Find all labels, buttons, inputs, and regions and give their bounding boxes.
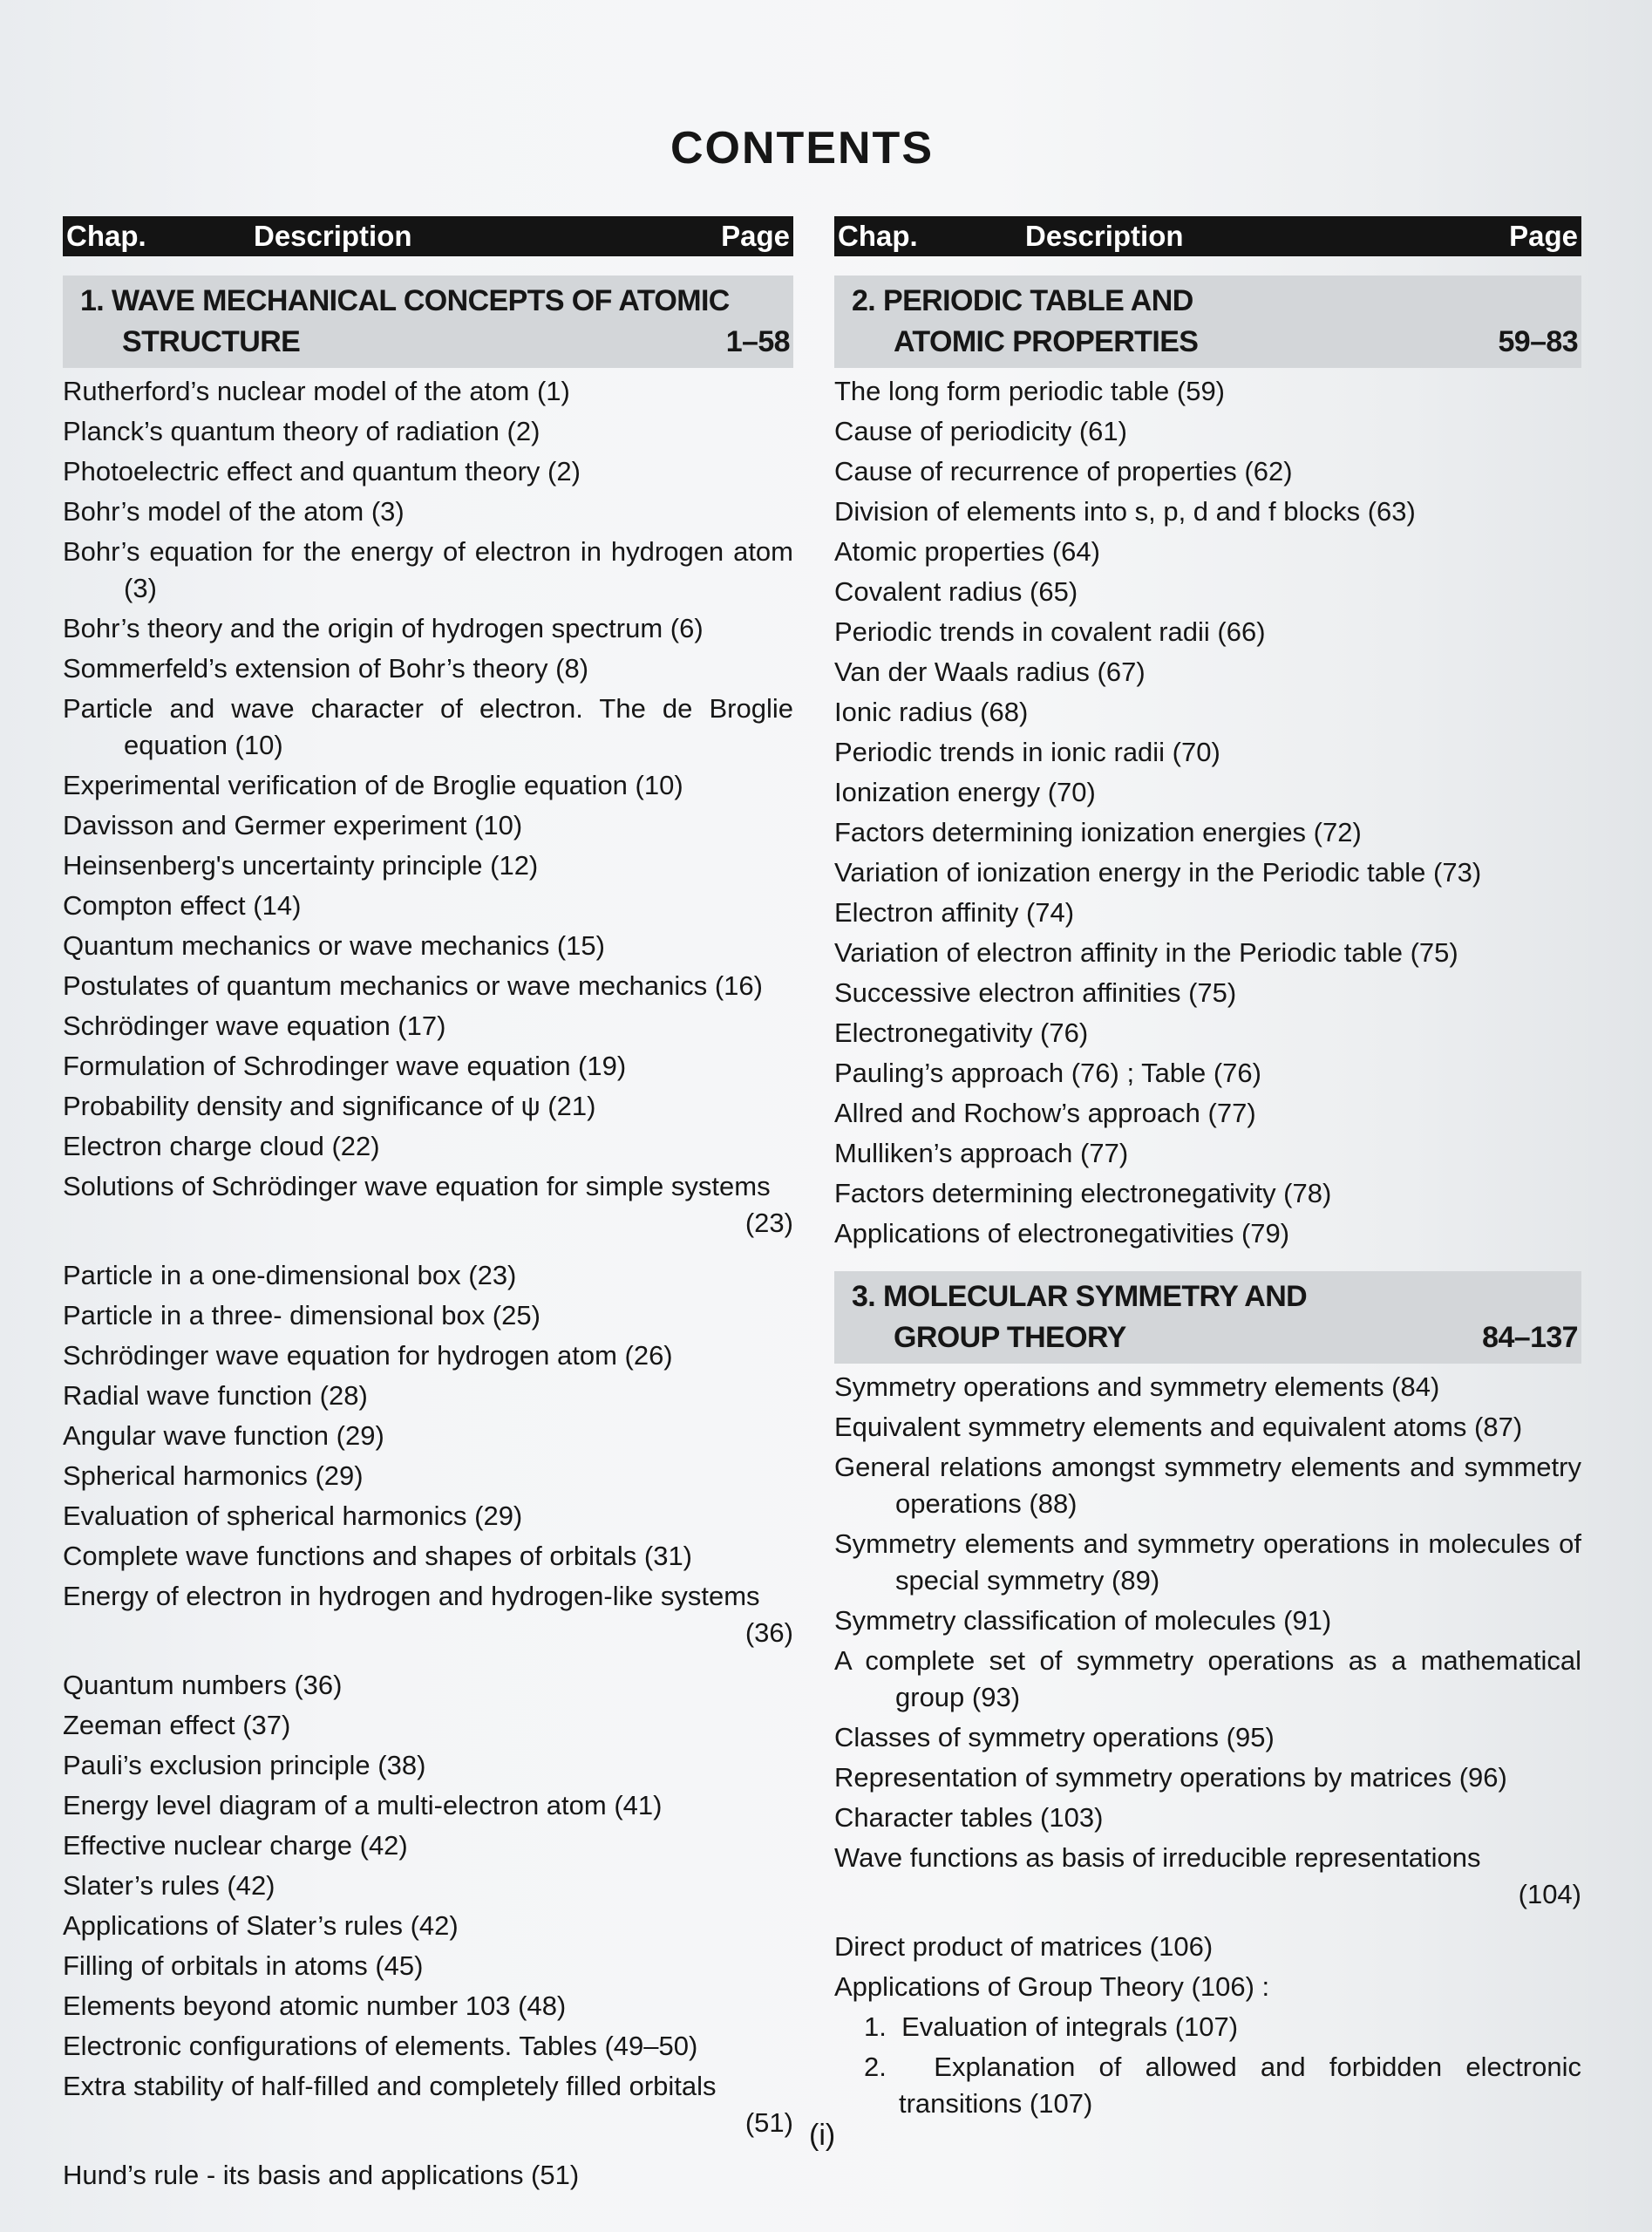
toc-sub-entry[interactable] xyxy=(834,2009,1581,2045)
toc-entry[interactable]: Van der Waals radius (67) xyxy=(834,657,1146,687)
toc-entry[interactable] xyxy=(834,1840,1581,1913)
contents-column-right xyxy=(834,216,1581,2126)
toc-entry[interactable]: Particle in a one-dimensional box (23) xyxy=(63,1260,517,1290)
page-title: CONTENTS xyxy=(670,123,934,174)
toc-entry[interactable]: Spherical harmonics (29) xyxy=(63,1460,364,1491)
toc-entry[interactable]: Evaluation of spherical harmonics (29) xyxy=(63,1500,523,1531)
toc-entry[interactable]: Elements beyond atomic number 103 (48) xyxy=(63,1990,567,2021)
toc-entry[interactable]: Zeeman effect (37) xyxy=(63,1710,291,1740)
toc-entry[interactable] xyxy=(63,2068,793,2141)
toc-sub-entry[interactable] xyxy=(834,2049,1581,2122)
chapter-number: 2. xyxy=(852,284,876,317)
chapter-number: 1. xyxy=(80,284,105,317)
toc-entry[interactable]: Symmetry operations and symmetry elements (84) xyxy=(834,1371,1440,1402)
toc-entry[interactable] xyxy=(63,1168,793,1242)
sub-entry-text: Evaluation of integrals (107) xyxy=(901,2011,1239,2042)
toc-entry[interactable]: Successive electron affinities (75) xyxy=(834,977,1237,1008)
toc-entry[interactable]: Planck’s quantum theory of radiation (2) xyxy=(63,416,540,446)
entry-page: (36) xyxy=(744,1617,793,1648)
toc-entry[interactable]: Quantum mechanics or wave mechanics (15) xyxy=(63,930,605,961)
chapter-number: 3. xyxy=(852,1280,876,1313)
column-header xyxy=(834,216,1581,256)
toc-entry[interactable]: Applications of Slater’s rules (42) xyxy=(63,1910,459,1941)
toc-entry[interactable]: The long form periodic table (59) xyxy=(834,376,1226,406)
entry-text: Solutions of Schrödinger wave equation for simple systems xyxy=(63,1171,771,1201)
toc-entry[interactable]: Radial wave function (28) xyxy=(63,1380,368,1411)
toc-entry[interactable]: Slater’s rules (42) xyxy=(63,1870,275,1901)
toc-entry[interactable]: Electron affinity (74) xyxy=(834,897,1075,928)
page-number: (i) xyxy=(809,2119,836,2152)
entry-page: (104) xyxy=(1518,1879,1581,1909)
toc-entry[interactable]: Direct product of matrices (106) xyxy=(834,1931,1214,1962)
entry-text: Energy of electron in hydrogen and hydrogen-like systems xyxy=(63,1581,760,1611)
sub-entry-text: Explanation of allowed and forbidden electronic transitions (107) xyxy=(899,2052,1582,2119)
toc-entry[interactable]: Compton effect (14) xyxy=(63,890,302,921)
toc-entry[interactable]: Representation of symmetry operations by matrices (96) xyxy=(834,1762,1507,1793)
column-header xyxy=(63,216,793,256)
chapter-title-line1: MOLECULAR SYMMETRY AND xyxy=(883,1280,1308,1313)
toc-entry[interactable]: Ionization energy (70) xyxy=(834,777,1096,807)
chapter-title-line1: WAVE MECHANICAL CONCEPTS OF ATOMIC xyxy=(112,284,730,317)
toc-entry[interactable]: Applications of electronegativities (79) xyxy=(834,1218,1290,1249)
entry-page: (51) xyxy=(744,2107,793,2138)
toc-entry[interactable]: Hund’s rule - its basis and applications (51) xyxy=(63,2160,580,2190)
toc-entry[interactable]: Division of elements into s, p, d and f blocks (63) xyxy=(834,496,1416,527)
toc-entry[interactable]: Filling of orbitals in atoms (45) xyxy=(63,1950,424,1981)
toc-entry[interactable]: Schrödinger wave equation for hydrogen atom (26) xyxy=(63,1340,673,1371)
header-description: Description xyxy=(254,220,412,252)
toc-entry[interactable]: Formulation of Schrodinger wave equation (19) xyxy=(63,1051,627,1081)
toc-entry[interactable]: Bohr’s equation for the energy of electron in hydrogen atom (3) xyxy=(63,536,793,603)
chapter-pages: 59–83 xyxy=(1498,325,1578,358)
toc-entry[interactable]: Sommerfeld’s extension of Bohr’s theory (8) xyxy=(63,653,589,684)
toc-entry[interactable]: A complete set of symmetry operations as a mathematical group (93) xyxy=(834,1645,1581,1712)
toc-entry[interactable]: Variation of electron affinity in the Periodic table (75) xyxy=(834,937,1458,968)
chapter-title-line2: STRUCTURE xyxy=(122,325,301,358)
toc-entry[interactable]: Symmetry classification of molecules (91) xyxy=(834,1605,1332,1636)
toc-entry[interactable]: General relations amongst symmetry elements and symmetry operations (88) xyxy=(834,1452,1581,1519)
toc-entry[interactable]: Electronegativity (76) xyxy=(834,1017,1089,1048)
toc-entry[interactable]: Cause of recurrence of properties (62) xyxy=(834,456,1293,487)
toc-entry[interactable]: Allred and Rochow’s approach (77) xyxy=(834,1098,1256,1128)
toc-entry[interactable]: Effective nuclear charge (42) xyxy=(63,1830,408,1861)
chapter-1-heading xyxy=(63,276,793,368)
sub-entry-number: 1. xyxy=(864,2011,887,2042)
chapter-title-line2: GROUP THEORY xyxy=(894,1321,1126,1354)
toc-entry[interactable] xyxy=(63,1578,793,1651)
chapter-title-line1: PERIODIC TABLE AND xyxy=(883,284,1193,317)
toc-entry[interactable]: Periodic trends in covalent radii (66) xyxy=(834,616,1266,647)
toc-entry[interactable]: Symmetry elements and symmetry operations in molecules of special symmetry (89) xyxy=(834,1528,1581,1596)
toc-entry[interactable]: Rutherford’s nuclear model of the atom (1) xyxy=(63,376,570,406)
toc-entry[interactable]: Atomic properties (64) xyxy=(834,536,1100,567)
toc-entry[interactable]: Electronic configurations of elements. Tables (49–50) xyxy=(63,2031,698,2061)
toc-entry[interactable]: Particle in a three- dimensional box (25) xyxy=(63,1300,540,1330)
chapter-pages: 84–137 xyxy=(1482,1321,1578,1354)
toc-entry[interactable]: Probability density and significance of ψ (21) xyxy=(63,1091,596,1121)
toc-entry[interactable]: Equivalent symmetry elements and equivalent atoms (87) xyxy=(834,1412,1523,1442)
sub-entry-number: 2. xyxy=(864,2052,887,2082)
toc-entry[interactable]: Schrödinger wave equation (17) xyxy=(63,1011,446,1041)
header-description: Description xyxy=(1025,220,1184,252)
chapter-3-heading xyxy=(834,1271,1581,1364)
toc-entry[interactable]: Ionic radius (68) xyxy=(834,697,1029,727)
contents-column-left xyxy=(63,216,793,2197)
toc-entry[interactable]: Complete wave functions and shapes of orbitals (31) xyxy=(63,1541,693,1571)
toc-entry[interactable]: Particle and wave character of electron. The de Broglie equation (10) xyxy=(63,693,793,760)
toc-entry[interactable]: Pauling’s approach (76) ; Table (76) xyxy=(834,1058,1261,1088)
toc-entry[interactable]: Pauli’s exclusion principle (38) xyxy=(63,1750,426,1780)
toc-entry[interactable]: Cause of periodicity (61) xyxy=(834,416,1127,446)
toc-entry[interactable]: Applications of Group Theory (106) : xyxy=(834,1971,1270,2002)
toc-entry[interactable]: Photoelectric effect and quantum theory (2) xyxy=(63,456,581,487)
toc-entry[interactable]: Electron charge cloud (22) xyxy=(63,1131,380,1161)
toc-entry[interactable]: Angular wave function (29) xyxy=(63,1420,384,1451)
chapter-3-entries xyxy=(834,1369,1581,2122)
header-chap: Chap. xyxy=(66,220,146,252)
toc-entry[interactable]: Postulates of quantum mechanics or wave mechanics (16) xyxy=(63,970,763,1001)
header-chap: Chap. xyxy=(838,220,918,252)
toc-entry[interactable]: Quantum numbers (36) xyxy=(63,1670,343,1700)
entry-page: (23) xyxy=(744,1208,793,1238)
toc-entry[interactable]: Mulliken’s approach (77) xyxy=(834,1138,1129,1168)
chapter-title-line2: ATOMIC PROPERTIES xyxy=(894,325,1199,358)
toc-entry[interactable]: Energy level diagram of a multi-electron atom (41) xyxy=(63,1790,663,1820)
entry-text: Extra stability of half-filled and completely filled orbitals xyxy=(63,2071,717,2101)
toc-entry[interactable]: Factors determining ionization energies (72) xyxy=(834,817,1362,847)
toc-entry[interactable]: Covalent radius (65) xyxy=(834,576,1078,607)
chapter-2-entries xyxy=(834,373,1581,1252)
chapter-pages: 1–58 xyxy=(725,325,790,358)
toc-entry[interactable]: Periodic trends in ionic radii (70) xyxy=(834,737,1220,767)
toc-entry[interactable]: Bohr’s model of the atom (3) xyxy=(63,496,405,527)
toc-entry[interactable]: Experimental verification of de Broglie equation (10) xyxy=(63,770,683,800)
chapter-2-heading xyxy=(834,276,1581,368)
toc-entry[interactable]: Classes of symmetry operations (95) xyxy=(834,1722,1275,1752)
header-page: Page xyxy=(1509,220,1578,252)
entry-text: Wave functions as basis of irreducible representations xyxy=(834,1842,1481,1873)
toc-entry[interactable]: Character tables (103) xyxy=(834,1802,1104,1833)
toc-entry[interactable]: Heinsenberg's uncertainty principle (12) xyxy=(63,850,539,881)
toc-entry[interactable]: Factors determining electronegativity (78) xyxy=(834,1178,1332,1208)
toc-entry[interactable]: Bohr’s theory and the origin of hydrogen spectrum (6) xyxy=(63,613,704,643)
toc-entry[interactable]: Davisson and Germer experiment (10) xyxy=(63,810,523,840)
chapter-1-entries xyxy=(63,373,793,2194)
toc-entry[interactable]: Variation of ionization energy in the Periodic table (73) xyxy=(834,857,1482,888)
header-page: Page xyxy=(721,220,790,252)
